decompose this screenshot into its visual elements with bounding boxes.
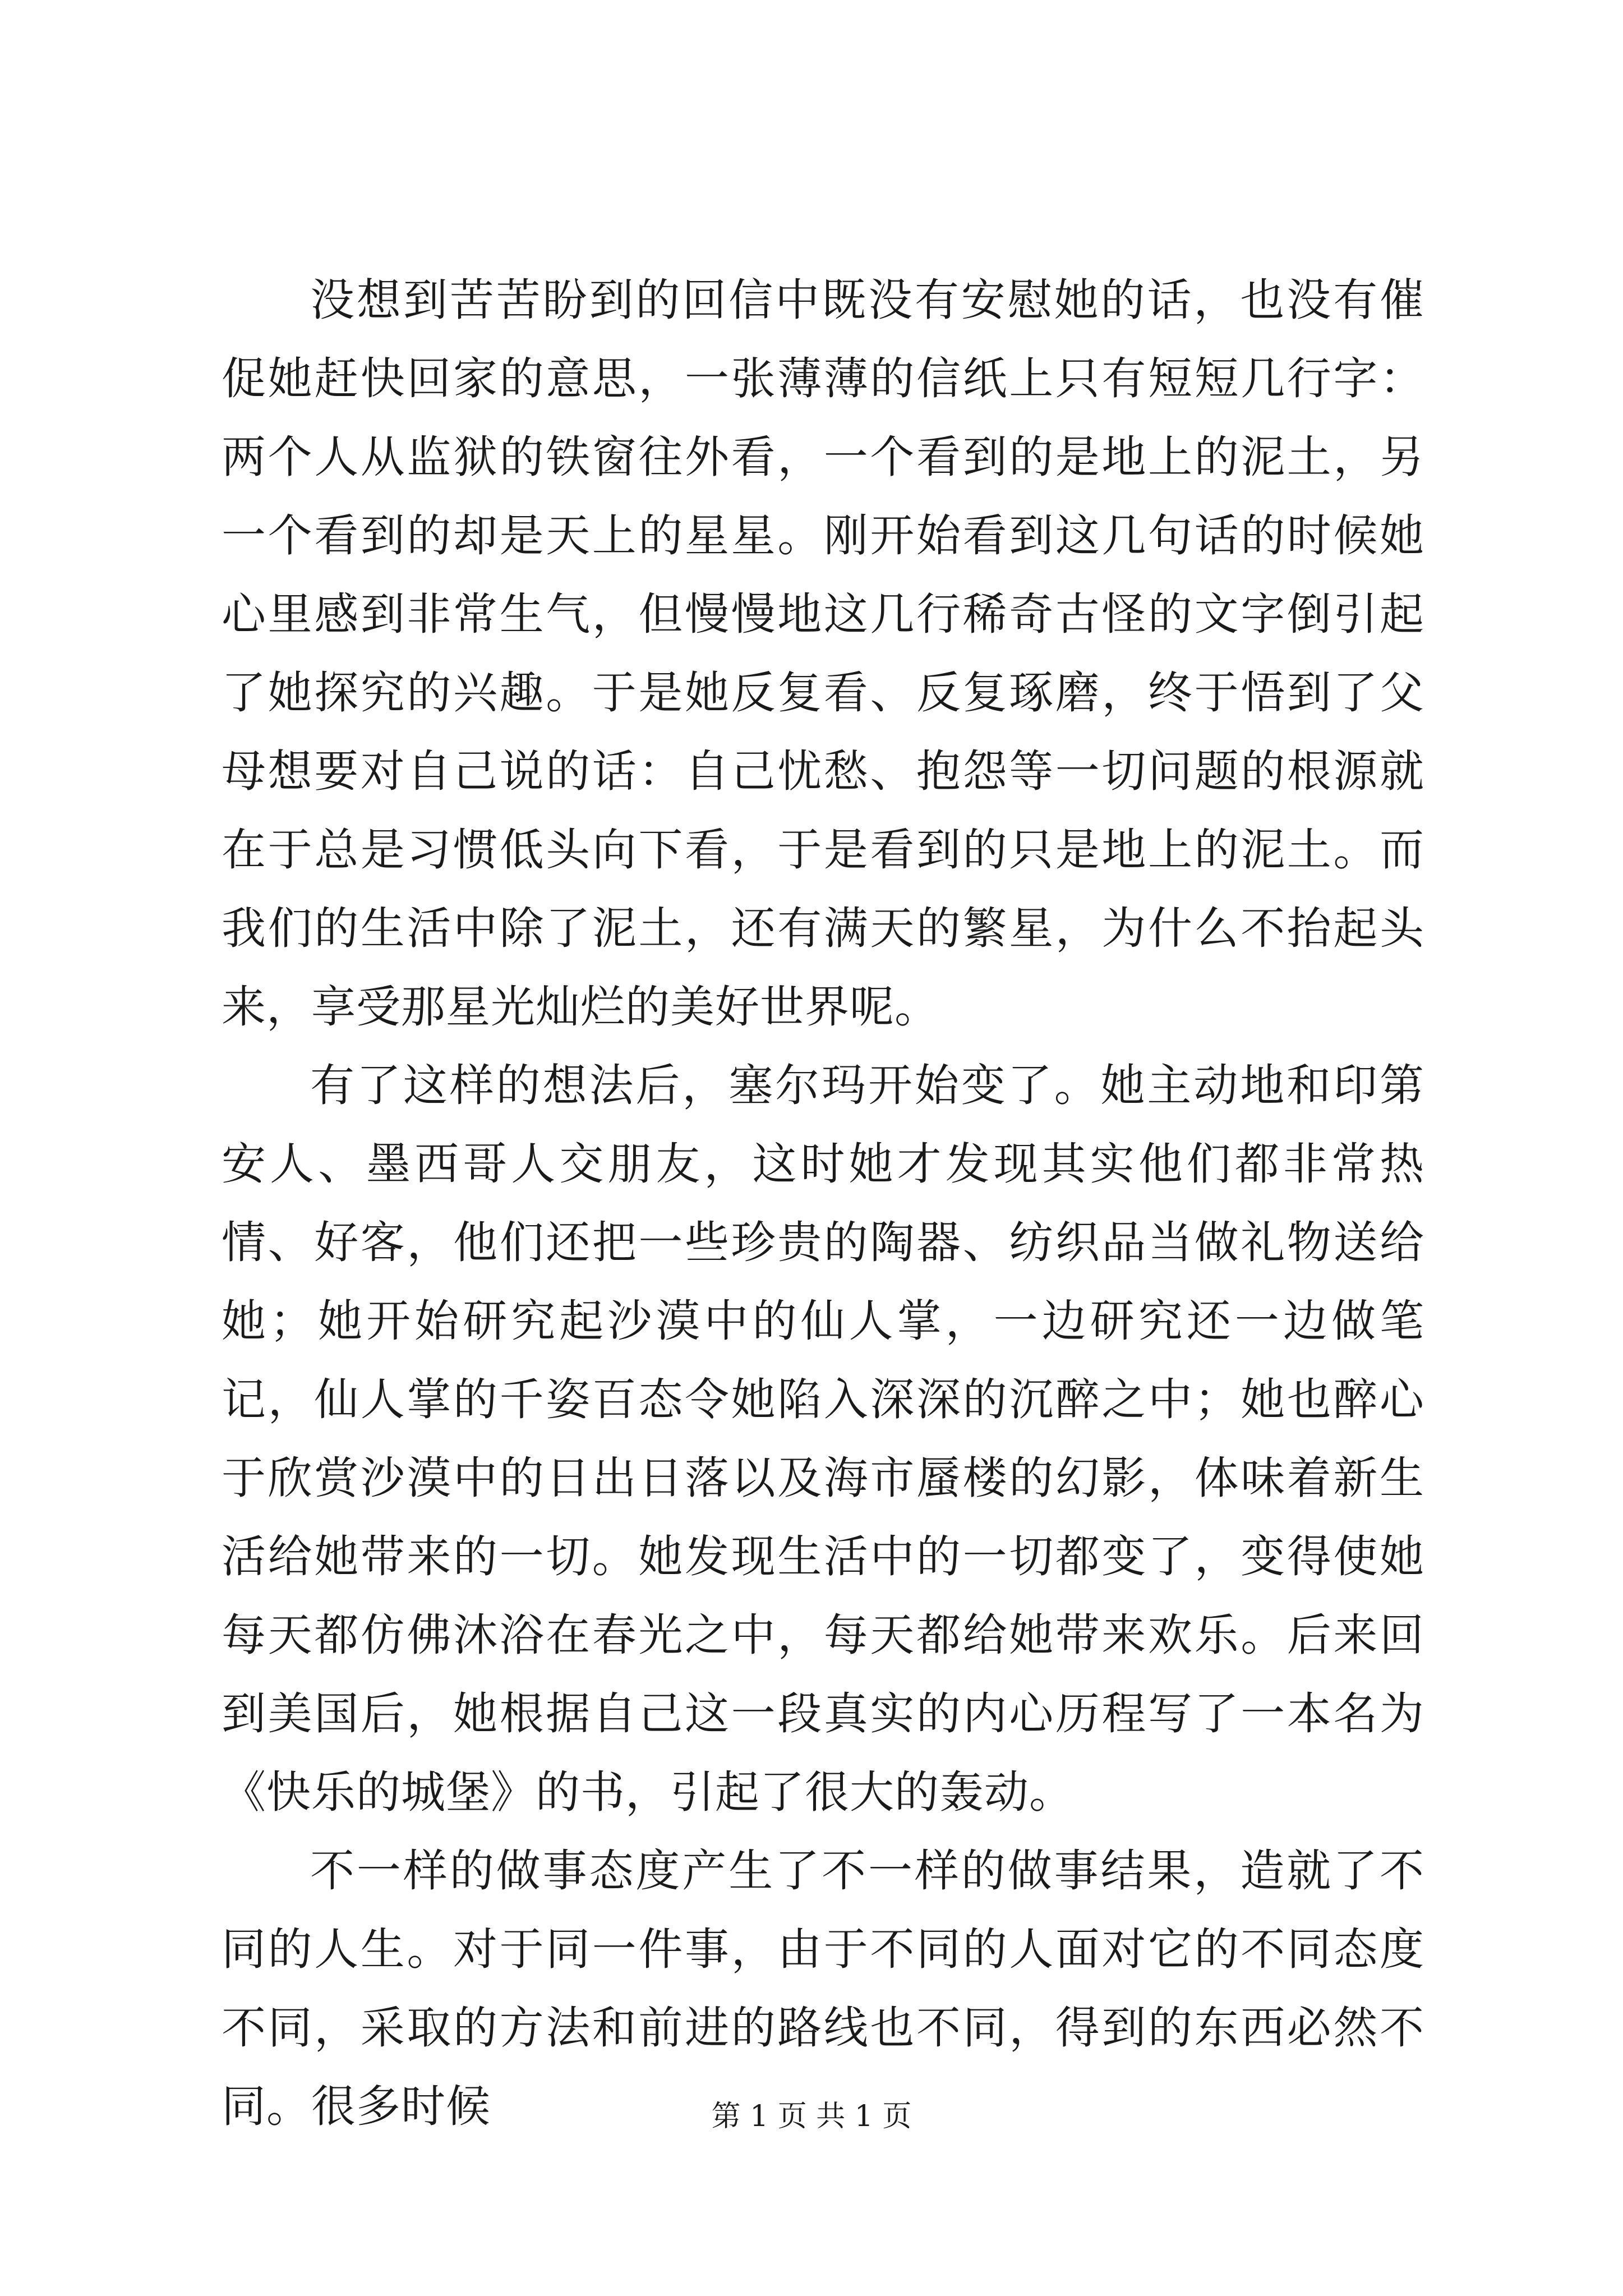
paragraph-1: 没想到苦苦盼到的回信中既没有安慰她的话，也没有催促她赶快回家的意思，一张薄薄的信纸上只有短短几行字：两个人从监狱的铁窗往外看，一个看到的是地上的泥土，另一个看到的却是天上的星星。刚开始看到这几句话的时候她心里感到非常生气，但慢慢地这几行稀奇古怪的文字倒引起了她探究的兴趣。于是她反复看、反复琢磨，终于悟到了父母想要对自己说的话：自己忧愁、抱怨等一切问题的根源就在于总是习惯低头向下看，于是看到的只是地上的泥土。而我们的生活中除了泥土，还有满天的繁星，为什么不抬起头来，享受那星光灿烂的美好世界呢。 <box>222 274 1424 1033</box>
paragraph-3: 不一样的做事态度产生了不一样的做事结果，造就了不同的人生。对于同一件事，由于不同的人面对它的不同态度不同，采取的方法和前进的路线也不同，得到的东西必然不同。很多时候 <box>222 1845 1424 2132</box>
paragraph-2: 有了这样的想法后，塞尔玛开始变了。她主动地和印第安人、墨西哥人交朋友，这时她才发现其实他们都非常热情、好客，他们还把一些珍贵的陶器、纺织品当做礼物送给她；她开始研究起沙漠中的仙人掌，一边研究还一边做笔记，仙人掌的千姿百态令她陷入深深的沉醉之中；她也醉心于欣赏沙漠中的日出日落以及海市蜃楼的幻影，体味着新生活给她带来的一切。她发现生活中的一切都变了，变得使她每天都仿佛沐浴在春光之中，每天都给她带来欢乐。后来回到美国后，她根据自己这一段真实的内心历程写了一本名为《快乐的城堡》的书，引起了很大的轰动。 <box>222 1060 1424 1818</box>
document-body <box>222 261 1424 2146</box>
page-footer <box>0 2097 1623 2136</box>
page-number-label: 第 1 页 共 1 页 <box>711 2100 912 2133</box>
